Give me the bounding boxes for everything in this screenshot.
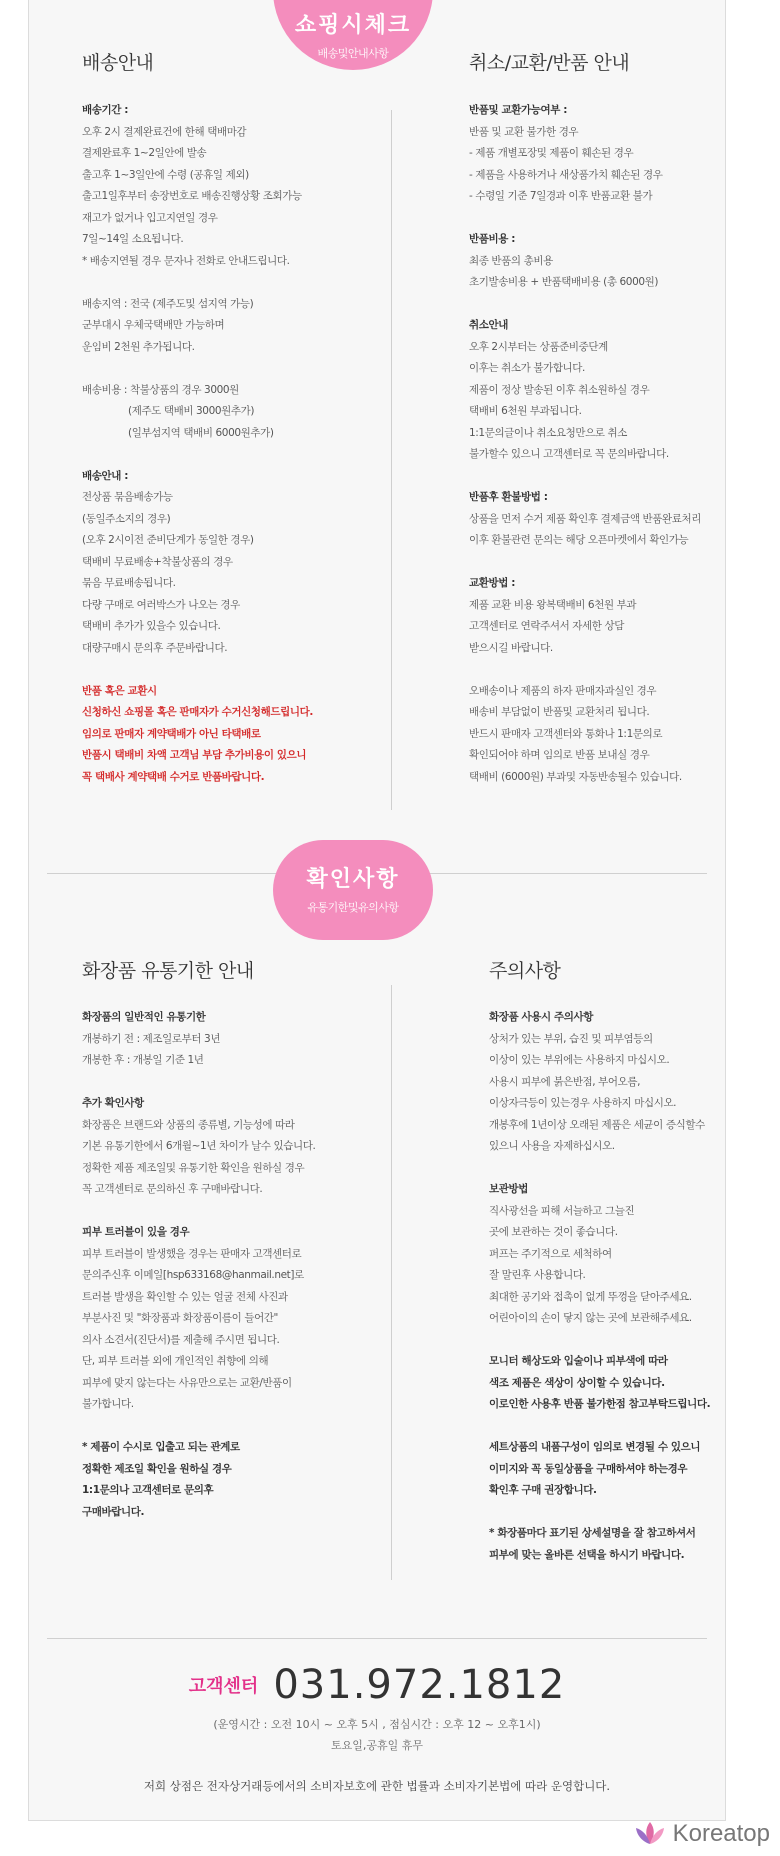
info-line: 이상자극등이 있는경우 사용하지 마십시오. — [489, 1097, 677, 1109]
info-line: 불가할수 있으니 고객센터로 꼭 문의바랍니다. — [469, 448, 669, 460]
info-line: 반품비용 : — [469, 233, 516, 245]
badge-title: 쇼핑시체크 — [294, 12, 412, 38]
info-line: 의사 소견서(진단서)를 제출해 주시면 됩니다. — [82, 1333, 280, 1346]
info-block — [489, 1351, 725, 1416]
info-line: (제주도 택배비 3000원추가) — [128, 405, 255, 417]
block-gap — [82, 1201, 382, 1223]
info-block — [82, 100, 382, 272]
customer-center-label: 고객센터 — [188, 1676, 259, 1697]
info-line: 어린아이의 손이 닿지 않는 곳에 보관해주세요. — [489, 1312, 692, 1324]
info-line: 불가합니다. — [82, 1398, 134, 1410]
info-line: 구매바랍니다. — [82, 1505, 145, 1518]
info-block — [489, 1523, 725, 1566]
info-line: 사용시 피부에 붉은반점, 부어오름, — [489, 1075, 641, 1088]
operating-hours: (운영시간 : 오전 10시 ~ 오후 5시 , 점심시간 : 오후 12 ~ 오후1시) — [213, 1718, 541, 1731]
info-line: 오배송이나 제품의 하자 판매자과실인 경우 — [469, 684, 657, 697]
info-line: 확인되어야 하며 임의로 반품 보내실 경우 — [469, 749, 650, 761]
info-line: 추가 확인사항 — [82, 1097, 144, 1109]
info-line: 배송안내 : — [82, 469, 129, 482]
info-line: 이미지와 꼭 동일상품을 구매하셔야 하는경우 — [489, 1462, 688, 1475]
info-line: 출고후 1~3일안에 수령 (공휴일 제외) — [82, 168, 249, 181]
shipping-title: 배송안내 — [82, 52, 154, 74]
info-block — [82, 681, 382, 789]
info-block — [82, 1222, 382, 1416]
info-line: * 제품이 수시로 입출고 되는 관계로 — [82, 1441, 240, 1453]
info-line: 피부 트러블이 발생했을 경우는 판매자 고객센터로 — [82, 1247, 302, 1260]
info-line: 배송비 부담없이 반품및 교환처리 됩니다. — [469, 706, 650, 718]
info-line: 부분사진 및 "화장품과 화장품이름이 들어간" — [82, 1312, 278, 1324]
info-line: 개봉한 후 : 개봉일 기준 1년 — [82, 1054, 204, 1066]
expiry-title: 화장품 유통기한 안내 — [82, 960, 254, 982]
info-line: 반품및 교환가능여부 : — [469, 104, 567, 116]
customer-center — [29, 1662, 725, 1708]
info-line: 다량 구매로 여러박스가 나오는 경우 — [82, 598, 240, 611]
logo-text: Koreatop — [672, 1820, 770, 1847]
info-line: - 제품을 사용하거나 새상품가치 훼손된 경우 — [469, 168, 663, 181]
info-line: 묶음 무료배송됩니다. — [82, 577, 176, 589]
info-line: (동일주소지의 경우) — [82, 512, 171, 525]
info-block — [469, 681, 719, 789]
info-line: 색조 제품은 색상이 상이할 수 있습니다. — [489, 1376, 665, 1389]
info-line: 운임비 2천원 추가됩니다. — [82, 340, 195, 353]
block-gap — [82, 1416, 382, 1438]
info-block — [82, 1437, 382, 1523]
caution-info — [489, 1007, 725, 1566]
info-line: 반품 및 교환 불가한 경우 — [469, 125, 579, 138]
block-gap — [82, 1072, 382, 1094]
info-line: 택배비 추가가 있을수 있습니다. — [82, 620, 221, 632]
phone-number[interactable]: 031.972.1812 — [273, 1662, 566, 1708]
info-line: 반품후 환불방법 : — [469, 491, 548, 503]
block-gap — [489, 1502, 725, 1524]
info-line: 이로인한 사용후 반품 불가한점 참고부탁드립니다. — [489, 1398, 711, 1410]
info-line: 출고1일후부터 송장번호로 배송진행상황 조회가능 — [82, 190, 302, 202]
return-title: 취소/교환/반품 안내 — [469, 52, 630, 74]
info-line: 신청하신 쇼핑몰 혹은 판매자가 수거신청해드립니다. — [82, 706, 313, 718]
info-line: 7일~14일 소요됩니다. — [82, 233, 184, 245]
info-line: 재고가 없거나 입고지연일 경우 — [82, 211, 218, 224]
info-block — [469, 573, 719, 659]
info-line: 택배비 (6000원) 부과및 자동반송될수 있습니다. — [469, 770, 682, 783]
info-block — [82, 1007, 382, 1072]
info-line: 교환방법 : — [469, 577, 516, 589]
block-gap — [82, 272, 382, 294]
info-line: 기본 유통기한에서 6개월~1년 차이가 날수 있습니다. — [82, 1140, 316, 1152]
info-line: 정확한 제품 제조일및 유통기한 확인을 원하실 경우 — [82, 1161, 305, 1174]
info-block — [469, 100, 719, 208]
column-divider — [391, 110, 392, 810]
info-line: 피부에 맞는 올바른 선택을 하시기 바랍니다. — [489, 1548, 685, 1561]
info-line: 반품 혹은 교환시 — [82, 684, 157, 697]
info-line: 반품시 택배비 차액 고객님 부담 추가비용이 있으니 — [82, 749, 307, 761]
info-line: 제품 교환 비용 왕복택배비 6천원 부과 — [469, 598, 637, 611]
info-block — [82, 1093, 382, 1201]
info-line: 이후 환불관련 문의는 해당 오픈마켓에서 확인가능 — [469, 534, 689, 546]
info-line: 단, 피부 트러블 외에 개인적인 취향에 의해 — [82, 1355, 269, 1367]
info-line: * 화장품마다 표기된 상세설명을 잘 참고하셔서 — [489, 1527, 696, 1539]
info-line: 상품을 먼저 수거 제품 확인후 결제금액 반품완료처리 — [469, 512, 701, 525]
info-block — [82, 466, 382, 660]
block-gap — [469, 208, 719, 230]
holiday-notice: 토요일,공휴일 휴무 — [330, 1739, 423, 1752]
block-gap — [489, 1416, 725, 1438]
info-line: - 수령일 기준 7일경과 이후 반품교환 불가 — [469, 190, 653, 202]
info-block — [469, 487, 719, 552]
info-line: 피부 트러블이 있을 경우 — [82, 1226, 190, 1238]
expiry-info — [82, 1007, 382, 1523]
info-line: 정확한 제조일 확인을 원하실 경우 — [82, 1462, 232, 1475]
info-line: 결제완료후 1~2일안에 발송 — [82, 147, 207, 159]
block-gap — [469, 659, 719, 681]
info-line: 대량구매시 문의후 주문바랍니다. — [82, 641, 228, 654]
info-line: 세트상품의 내품구성이 임의로 변경될 수 있으니 — [489, 1441, 701, 1453]
info-line: 배송지역 : 전국 (제주도및 섬지역 가능) — [82, 297, 254, 310]
info-block — [82, 380, 382, 445]
info-line: 군부대시 우체국택배만 가능하며 — [82, 319, 225, 331]
block-gap — [469, 552, 719, 574]
info-line: 택배비 무료배송+착불상품의 경우 — [82, 555, 233, 568]
info-line: 이후는 취소가 불가합니다. — [469, 362, 585, 374]
info-block — [469, 229, 719, 294]
info-line: 제품이 정상 발송된 이후 취소원하실 경우 — [469, 383, 650, 396]
info-block — [489, 1437, 725, 1502]
info-line: 택배비 6천원 부과됩니다. — [469, 405, 582, 417]
info-line: 개봉후에 1년이상 오래된 제품은 세균이 증식할수 — [489, 1118, 705, 1131]
info-block — [469, 315, 719, 466]
block-gap — [469, 294, 719, 316]
info-line: 잘 말린후 사용합니다. — [489, 1269, 586, 1281]
lotus-icon — [633, 1820, 667, 1848]
info-line: 곳에 보관하는 것이 좋습니다. — [489, 1226, 618, 1238]
badge-subtitle: 배송및안내사항 — [317, 47, 389, 60]
info-line: 꼭 고객센터로 문의하신 후 구매바랍니다. — [82, 1183, 263, 1195]
caution-title: 주의사항 — [489, 960, 561, 982]
shipping-info — [82, 100, 382, 788]
shopping-check-badge — [273, 0, 433, 70]
info-line: 트러블 발생을 확인할 수 있는 얼굴 전체 사진과 — [82, 1290, 288, 1303]
info-line: 임의로 판매자 계약택배가 아닌 타택배로 — [82, 727, 261, 740]
info-line: 고객센터로 연락주셔서 자세한 상담 — [469, 620, 624, 632]
info-line: 1:1문의글이나 취소요청만으로 취소 — [469, 426, 627, 439]
info-panel — [28, 0, 726, 1821]
info-line: 있으니 사용을 자제하십시오. — [489, 1140, 615, 1152]
info-line: 초기발송비용 + 반품택배비용 (총 6000원) — [469, 276, 659, 288]
info-line: 취소안내 — [469, 319, 508, 331]
info-line: 받으시길 바랍니다. — [469, 641, 553, 654]
info-line: 퍼프는 주기적으로 세척하여 — [489, 1247, 612, 1260]
info-line: 피부에 맞지 않는다는 사유만으로는 교환/반품이 — [82, 1376, 292, 1389]
info-line: 개봉하기 전 : 제조일로부터 3년 — [82, 1032, 221, 1045]
block-gap — [82, 358, 382, 380]
info-line: 전상품 묶음배송가능 — [82, 491, 173, 503]
info-line: 화장품은 브랜드와 상품의 종류별, 기능성에 따라 — [82, 1118, 295, 1131]
return-info — [469, 100, 719, 788]
info-block — [489, 1179, 725, 1330]
info-line: - 제품 개별포장및 제품이 훼손된 경우 — [469, 147, 634, 159]
info-line: (오후 2시이전 준비단계가 동일한 경우) — [82, 534, 254, 546]
confirm-badge — [273, 840, 433, 940]
law-notice: 저희 상점은 전자상거래등에서의 소비자보호에 관한 법률과 소비자기본법에 따라 운영합니다. — [143, 1779, 611, 1793]
info-line: 보관방법 — [489, 1183, 528, 1195]
info-line: 화장품의 일반적인 유통기한 — [82, 1011, 206, 1023]
block-gap — [489, 1158, 725, 1180]
section-divider — [47, 1638, 707, 1639]
info-line: 꼭 택배사 계약택배 수거로 반품바랍니다. — [82, 770, 265, 783]
info-line: 오후 2시 결제완료건에 한해 택배마감 — [82, 125, 247, 138]
koreatop-logo[interactable] — [633, 1820, 770, 1848]
info-line: * 배송지연될 경우 문자나 전화로 안내드립니다. — [82, 254, 290, 267]
info-line: 이상이 있는 부위에는 사용하지 마십시오. — [489, 1054, 670, 1066]
block-gap — [82, 444, 382, 466]
block-gap — [82, 659, 382, 681]
block-gap — [469, 466, 719, 488]
column-divider — [391, 985, 392, 1580]
info-line: 화장품 사용시 주의사항 — [489, 1011, 593, 1023]
info-line: 배송기간 : — [82, 104, 129, 116]
badge-subtitle: 유통기한및유의사항 — [307, 901, 399, 914]
info-block — [82, 294, 382, 359]
info-line: 최종 반품의 총비용 — [469, 254, 553, 267]
info-line: (일부섬지역 택배비 6000원추가) — [128, 426, 274, 439]
info-line: 오후 2시부터는 상품준비중단계 — [469, 340, 608, 353]
info-line: 최대한 공기와 접촉이 없게 뚜껑을 닫아주세요. — [489, 1290, 692, 1303]
info-line: 모니터 해상도와 입술이나 피부색에 따라 — [489, 1355, 668, 1367]
block-gap — [489, 1330, 725, 1352]
info-block — [489, 1007, 725, 1158]
info-line: 확인후 구매 권장합니다. — [489, 1484, 597, 1496]
badge-title: 확인사항 — [306, 866, 400, 892]
info-line: 직사광선을 피해 서늘하고 그늘진 — [489, 1204, 635, 1217]
info-line: 반드시 판매자 고객센터와 통화나 1:1문의로 — [469, 727, 663, 740]
info-line: 배송비용 : 착불상품의 경우 3000원 — [82, 383, 239, 396]
info-line: 1:1문의나 고객센터로 문의후 — [82, 1484, 214, 1496]
info-line: 상처가 있는 부위, 습진 및 피부염등의 — [489, 1032, 653, 1045]
info-line: 문의주신후 이메일[hsp633168@hanmail.net]로 — [82, 1269, 304, 1281]
